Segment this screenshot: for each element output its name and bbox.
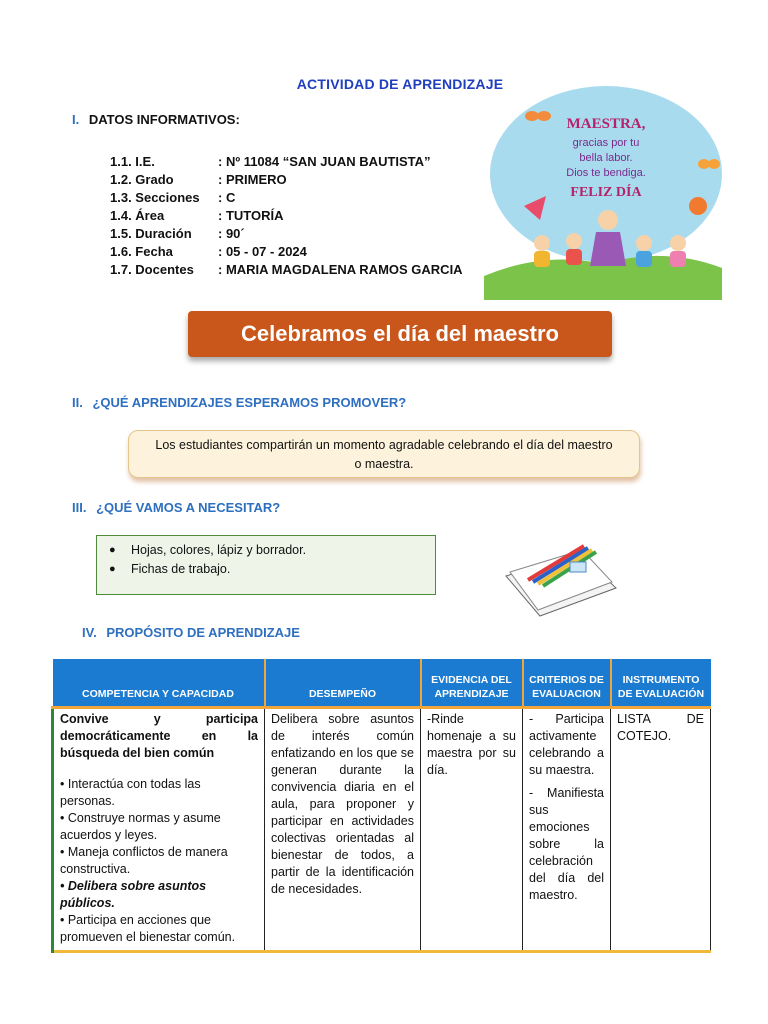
capacidad-item: • Construye normas y asume acuerdos y leyes. bbox=[60, 810, 221, 842]
section-number: IV. bbox=[82, 625, 97, 640]
column-header: INSTRUMENTO DE EVALUACIÓN bbox=[611, 659, 711, 707]
info-value: : Nº 11084 “SAN JUAN BAUTISTA” bbox=[218, 154, 431, 169]
section-number: II. bbox=[72, 395, 83, 410]
info-value: : PRIMERO bbox=[218, 172, 287, 187]
callout-line: o maestra. bbox=[354, 457, 414, 471]
section-heading-necesitar bbox=[72, 500, 280, 515]
info-row-docentes bbox=[110, 261, 463, 279]
info-key: 1.4. Área bbox=[110, 208, 165, 223]
info-row-area bbox=[110, 207, 463, 225]
list-item-text: Hojas, colores, lápiz y borrador. bbox=[131, 543, 307, 557]
table-row bbox=[53, 707, 711, 951]
info-key: 1.2. Grado bbox=[110, 172, 174, 187]
activity-title-banner: Celebramos el día del maestro bbox=[188, 311, 612, 357]
materials-list bbox=[96, 535, 436, 595]
hero-line-5: FELIZ DÍA bbox=[570, 185, 642, 200]
hero-line-4: Dios te bendiga. bbox=[566, 167, 646, 179]
table-header-row bbox=[53, 659, 711, 707]
hero-line-3: bella labor. bbox=[579, 152, 633, 164]
callout-line: Los estudiantes compartirán un momento agradable celebrando el día del maestro bbox=[155, 438, 613, 452]
hero-line-2: gracias por tu bbox=[572, 137, 640, 149]
list-item bbox=[109, 560, 435, 579]
competencia-title: Convive y participa democráticamente en la búsqueda del bien común bbox=[60, 711, 258, 760]
document-title: ACTIVIDAD DE APRENDIZAJE bbox=[296, 76, 504, 92]
capacidad-item: • Delibera sobre asuntos públicos. bbox=[60, 878, 207, 910]
info-row-grado bbox=[110, 171, 463, 189]
balloon-icon bbox=[689, 197, 707, 215]
desempeno-cell: Delibera sobre asuntos de interés común enfatizando en los que se generan durante la convivencia diaria en el aula, para proponer y participar en actividades colectivas orientadas al bienestar de todos, a partir de la identificación de necesidades. bbox=[265, 707, 421, 951]
column-header: CRITERIOS DE EVALUACION bbox=[523, 659, 611, 707]
section-number: III. bbox=[72, 500, 87, 515]
info-value: : C bbox=[218, 190, 236, 205]
section-heading-proposito bbox=[82, 625, 300, 640]
capacidad-item: • Participa en acciones que promueven el bienestar común. bbox=[60, 912, 236, 944]
section-heading-aprendizajes bbox=[72, 395, 406, 410]
column-header: COMPETENCIA Y CAPACIDAD bbox=[53, 659, 265, 707]
info-key: 1.1. I.E. bbox=[110, 154, 155, 169]
info-key: 1.7. Docentes bbox=[110, 262, 194, 277]
section-number: I. bbox=[72, 112, 80, 127]
column-header: DESEMPEÑO bbox=[265, 659, 421, 707]
competencia-cell bbox=[53, 707, 265, 951]
hero-line-1: MAESTRA, bbox=[566, 116, 646, 132]
criterio-item: - Participa activamente celebrando a su maestra. bbox=[529, 711, 604, 777]
info-row-fecha bbox=[110, 243, 463, 261]
info-key: 1.5. Duración bbox=[110, 226, 192, 241]
eraser-icon bbox=[570, 562, 586, 572]
info-value: : MARIA MAGDALENA RAMOS GARCIA bbox=[218, 262, 463, 277]
info-list bbox=[110, 153, 463, 279]
list-item bbox=[109, 541, 435, 560]
section-label: PROPÓSITO DE APRENDIZAJE bbox=[106, 625, 300, 640]
info-key: 1.3. Secciones bbox=[110, 190, 200, 205]
criterios-cell bbox=[523, 707, 611, 951]
instrumento-cell: LISTA DE COTEJO. bbox=[611, 707, 711, 951]
learning-goal-callout bbox=[128, 430, 640, 478]
info-value: : 90´ bbox=[218, 226, 245, 241]
evidencia-cell: -Rinde homenaje a su maestra por su día. bbox=[421, 707, 523, 951]
column-header: EVIDENCIA DEL APRENDIZAJE bbox=[421, 659, 523, 707]
section-label: ¿QUÉ APRENDIZAJES ESPERAMOS PROMOVER? bbox=[92, 395, 407, 410]
section-label: DATOS INFORMATIVOS: bbox=[88, 112, 240, 127]
info-value: : 05 - 07 - 2024 bbox=[218, 244, 307, 259]
learning-purpose-table bbox=[51, 659, 711, 953]
section-label: ¿QUÉ VAMOS A NECESITAR? bbox=[96, 500, 281, 515]
section-heading-datos bbox=[72, 112, 240, 127]
list-item-text: Fichas de trabajo. bbox=[131, 562, 231, 576]
info-row-ie bbox=[110, 153, 463, 171]
bullet-icon: ● bbox=[109, 563, 116, 575]
bullet-icon: ● bbox=[109, 544, 116, 556]
criterio-item: - Manifiesta sus emociones sobre la celebración del día del maestro. bbox=[529, 785, 604, 902]
info-key: 1.6. Fecha bbox=[110, 244, 173, 259]
capacidad-item: • Maneja conflictos de manera constructiva. bbox=[60, 844, 228, 876]
teacher-day-illustration bbox=[484, 86, 722, 300]
info-row-secciones bbox=[110, 189, 463, 207]
info-row-duracion bbox=[110, 225, 463, 243]
pencils-paper-illustration bbox=[500, 536, 622, 620]
info-value: : TUTORÍA bbox=[218, 208, 284, 223]
capacidad-item: • Interactúa con todas las personas. bbox=[60, 776, 201, 808]
